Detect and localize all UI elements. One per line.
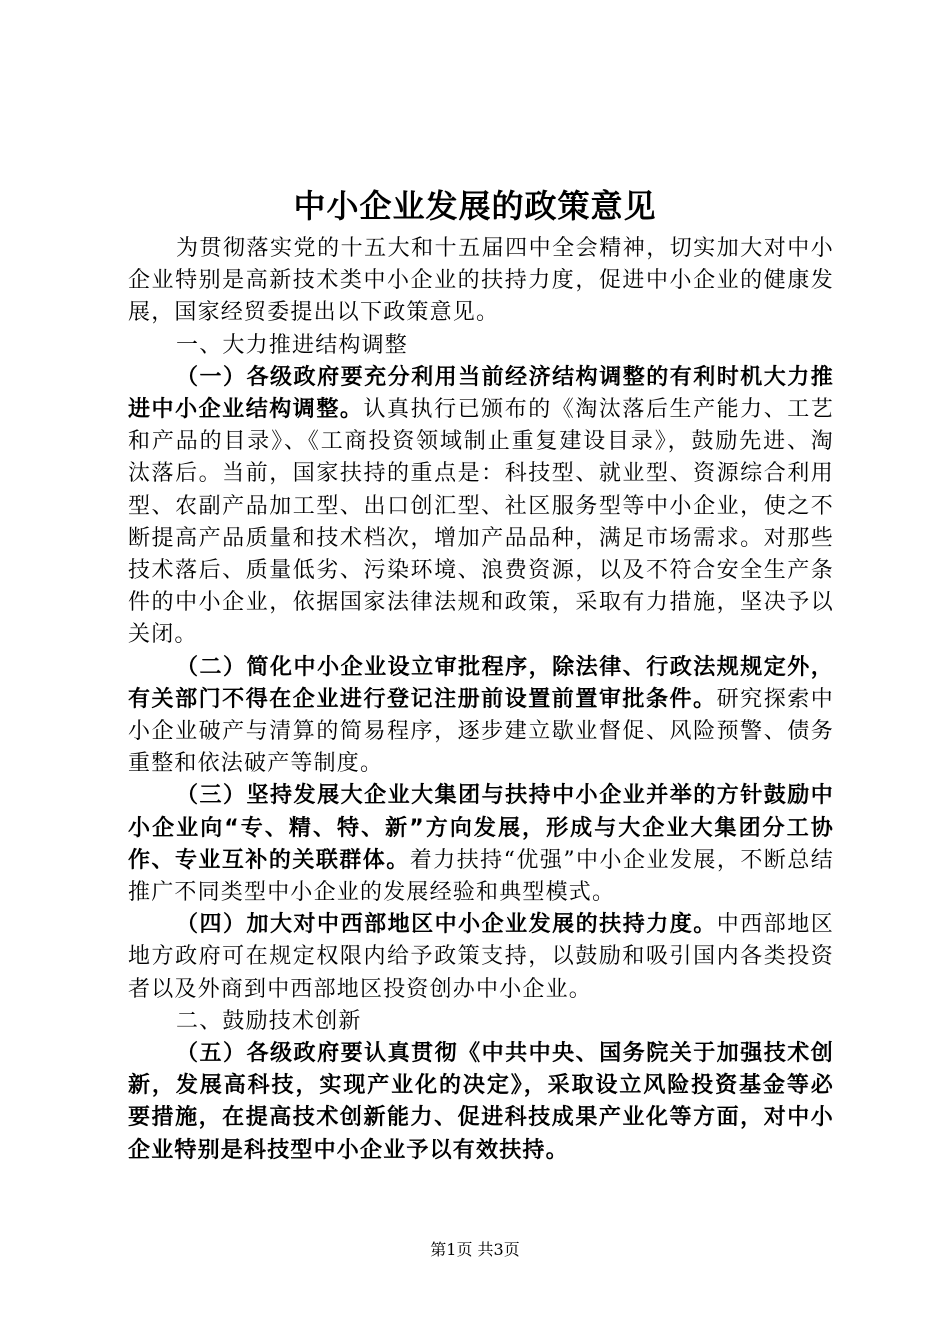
item-1-lead: （一）各级政府要充分利用当前经济结构调整的有利时机大力推进中小企业结构调整。: [128, 364, 834, 423]
item-paragraph-4: [128, 909, 834, 1006]
item-2-lead: （二）简化中小企业设立审批程序，除法律、行政法规规定外，有关部门不得在企业进行登记注册前设置前置审批条件。: [128, 654, 834, 712]
page-number-footer: 第1页 共3页: [430, 1240, 520, 1259]
item-2-body: 研究探索中小企业破产与清算的简易程序，逐步建立歇业督促、风险预警、债务重整和依法破产等制度。: [128, 686, 834, 777]
item-paragraph-3: [128, 780, 834, 909]
item-5-lead: （五）各级政府要认真贯彻《中共中央、国务院关于加强技术创新，发展高科技，实现产业化的决定》，采取设立风险投资基金等必要措施，在提高技术创新能力、促进科技成果产业化等方面，对中小企业特别是科技型中小企业予以有效扶持。: [128, 1041, 834, 1163]
item-3-body: 着力扶持“优强”中小企业发展，不断总结推广不同类型中小企业的发展经验和典型模式。: [128, 847, 835, 906]
item-paragraph-2: [128, 652, 834, 781]
item-paragraph-5: [128, 1038, 834, 1167]
document-body: [128, 233, 834, 1167]
item-4-lead: （四）加大对中西部地区中小企业发展的扶持力度。: [176, 912, 717, 938]
intro-paragraph: 为贯彻落实党的十五大和十五届四中全会精神，切实加大对中小企业特别是高新技术类中小企业的扶持力度，促进中小企业的健康发展，国家经贸委提出以下政策意见。: [128, 236, 834, 326]
item-4-body: 中西部地区地方政府可在规定权限内给予政策支持，以鼓励和吸引国内各类投资者以及外商到中西部地区投资创办中小企业。: [128, 912, 834, 1002]
document-title: 中小企业发展的政策意见: [293, 187, 657, 225]
item-1-body: 认真执行已颁布的《淘汰落后生产能力、工艺和产品的目录》、《工商投资领域制止重复建设目录》，鼓励先进、淘汰落后。当前，国家扶持的重点是：科技型、就业型、资源综合利用型、农副产品加工型、出口创汇型、社区服务型等中小企业，使之不断提高产品质量和技术档次，增加产品品种，满足市场需求。对那些技术落后、质量低劣、污染环境、浪费资源，以及不符合安全生产条件的中小企业，依据国家法律法规和政策，采取有力措施，坚决予以关闭。: [128, 397, 834, 648]
section-heading-innovation: 二、鼓励技术创新: [176, 1008, 362, 1034]
item-paragraph-1: [128, 362, 834, 652]
section-heading-structure: 一、大力推进结构调整: [176, 332, 409, 358]
item-3-lead: （三）坚持发展大企业大集团与扶持中小企业并举的方针鼓励中小企业向“专、精、特、新”方向发展，形成与大企业大集团分工协作、专业互补的关联群体。: [128, 783, 834, 873]
